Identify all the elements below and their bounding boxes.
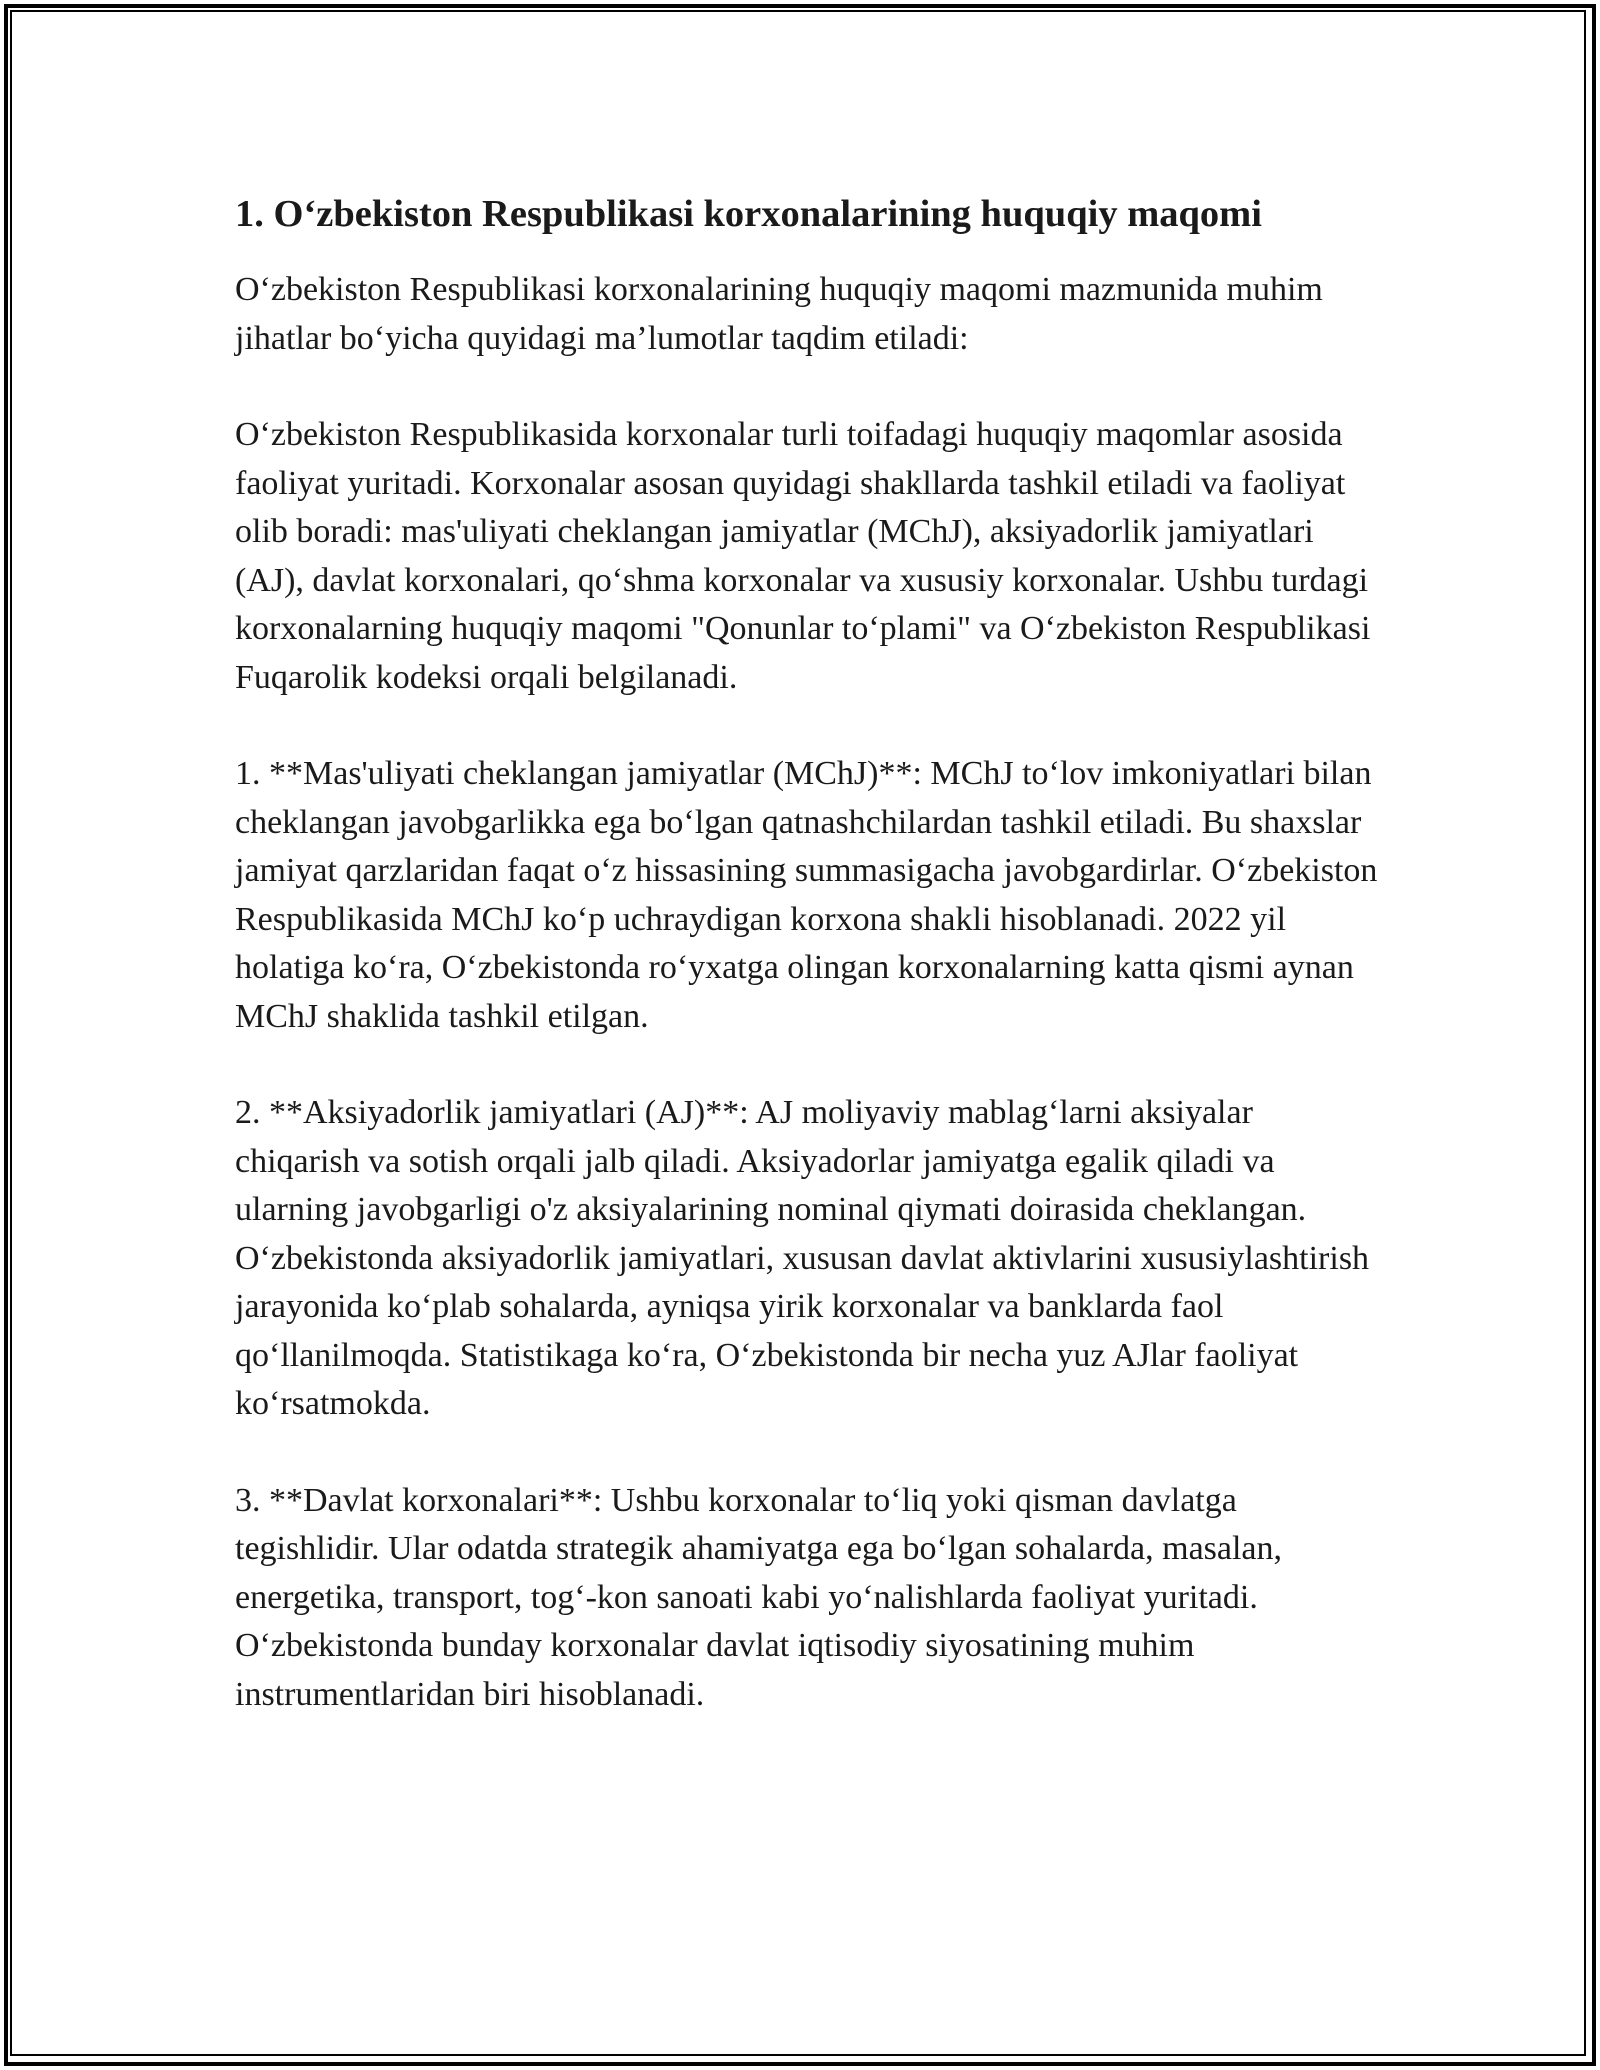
- state-enterprises-paragraph: 3. **Davlat korxonalari**: Ushbu korxonalar to‘liq yoki qisman davlatga tegishlidir. Ular odatda strategik ahamiyatga ega bo‘lgan sohalarda, masalan, energetika, transport, tog‘-kon sanoati kabi yo‘nalishlarda faoliyat yuritadi. O‘zbekistonda bunday korxonalar davlat iqtisodiy siyosatining muhim instrumentlaridan biri hisoblanadi.: [235, 1481, 1283, 1713]
- intro-paragraph: O‘zbekiston Respublikasi korxonalarining huquqiy maqomi mazmunida muhim jihatlar bo‘yicha quyidagi ma’lumotlar taqdim etiladi:: [235, 271, 1323, 357]
- aj-paragraph: 2. **Aksiyadorlik jamiyatlari (AJ)**: AJ moliyaviy mablag‘larni aksiyalar chiqarish va sotish orqali jalb qiladi. Aksiyadorlar jamiyatga egalik qiladi va ularning javobgarligi o'z aksiyalarining nominal qiymati doirasida cheklangan. O‘zbekistonda aksiyadorlik jamiyatlari, xususan davlat aktivlarini xususiylashtirish jarayonida ko‘plab sohalarda, ayniqsa yirik korxonalar va banklarda faol qo‘llanilmoqda. Statistikaga ko‘ra, O‘zbekistonda bir necha yuz AJlar faoliyat ko‘rsatmokda.: [235, 1094, 1370, 1422]
- mchj-paragraph: 1. **Mas'uliyati cheklangan jamiyatlar (MChJ)**: MChJ to‘lov imkoniyatlari bilan cheklangan javobgarlikka ega bo‘lgan qatnashchilardan tashkil etiladi. Bu shaxslar jamiyat qarzlaridan faqat o‘z hissasining summasigacha javobgardirlar. O‘zbekiston Respublikasida MChJ ko‘p uchraydigan korxona shakli hisoblanadi. 2022 yil holatiga ko‘ra, O‘zbekistonda ro‘yxatga olingan korxonalarning katta qismi aynan MChJ shaklida tashkil etilgan.: [235, 755, 1378, 1035]
- overview-paragraph: O‘zbekiston Respublikasida korxonalar turli toifadagi huquqiy maqomlar asosida faoliyat yuritadi. Korxonalar asosan quyidagi shakllarda tashkil etiladi va faoliyat olib boradi: mas'uliyati cheklangan jamiyatlar (MChJ), aksiyadorlik jamiyatlari (AJ), davlat korxonalari, qo‘shma korxonalar va xususiy korxonalar. Ushbu turdagi korxonalarning huquqiy maqomi "Qonunlar to‘plami" va O‘zbekiston Respublikasi Fuqarolik kodeksi orqali belgilanadi.: [235, 416, 1371, 696]
- section-heading: 1. O‘zbekiston Respublikasi korxonalarining huquqiy maqomi: [235, 193, 1262, 235]
- document-body: [235, 184, 1385, 1767]
